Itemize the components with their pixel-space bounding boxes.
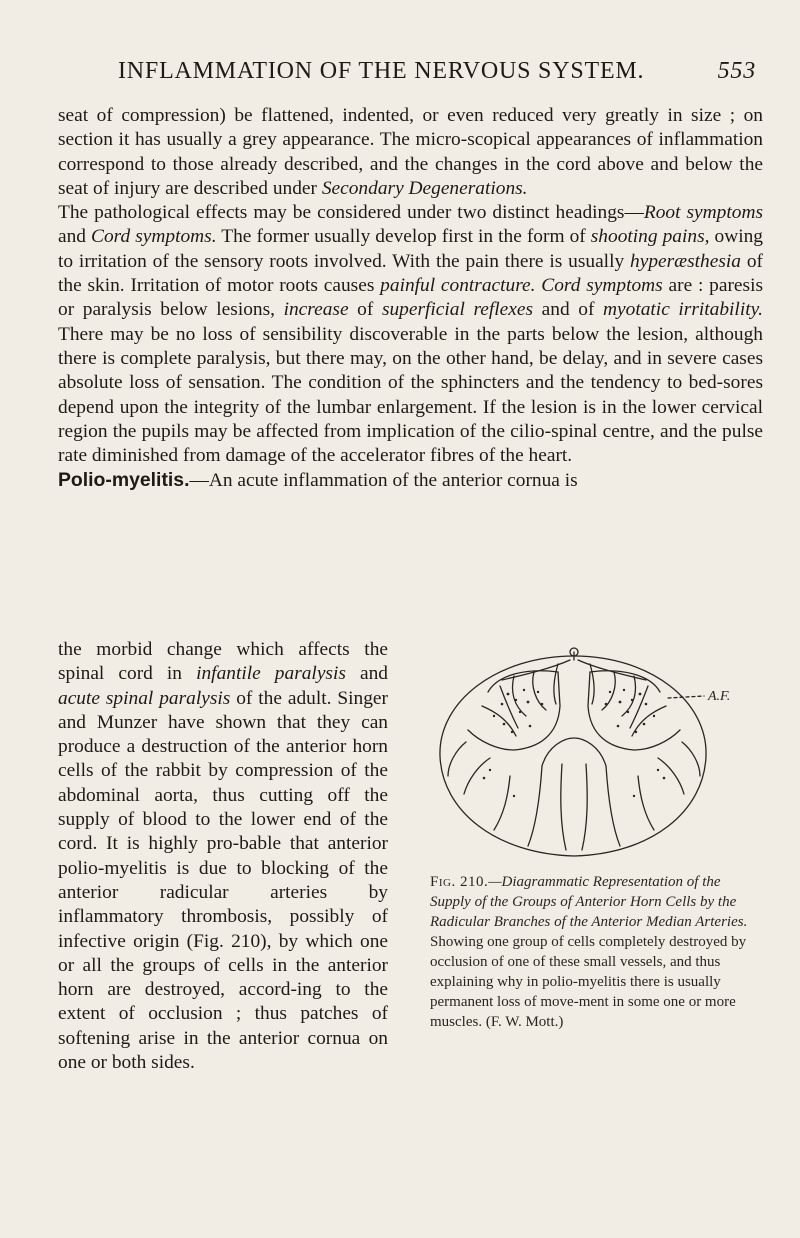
spinal-cord-diagram	[418, 646, 738, 866]
caption-body: Showing one group of cells completely destroyed by occlusion of one of these small vessels, and thus explaining why in polio-myelitis there is usually permanent loss of move-ment in some one or more muscles. (F. W. Mott.)	[430, 934, 747, 1030]
text-span: —An acute inflammation of the anterior cornua is	[189, 470, 578, 492]
polio-heading-line	[58, 468, 763, 493]
text-span-italic: Cord symptoms.	[91, 226, 217, 248]
header-title: INFLAMMATION OF THE NERVOUS SYSTEM.	[118, 58, 645, 84]
section-heading: Polio-myelitis.	[58, 469, 190, 492]
page-number: 553	[717, 58, 756, 84]
text-span: and of	[533, 299, 604, 321]
af-label: A.F.	[708, 689, 731, 704]
text-span: are : paresis or paralysis below lesions,	[58, 275, 764, 321]
text-span-italic: increase	[283, 299, 349, 321]
body-text	[58, 104, 763, 494]
text-span: of the adult. Singer and Munzer have shown that they can produce a destruction of the anterior horn cells of the rabbit by compression of the abdominal aorta, thus cutting off the supply of blood to the lower end of the cord. It is highly pro-bable that anterior polio-myelitis is due to blocking of the anterior radicular arteries by inflammatory thrombosis, possibly of infective origin (Fig. 210), by which one or all the groups of cells in the anterior horn are destroyed, accord-ing to the extent of occlusion ; thus patches of softening arise in the anterior cornua on one or both sides.	[58, 687, 388, 1074]
figure-caption	[406, 872, 762, 1032]
text-span-italic: Root symptoms	[643, 202, 763, 224]
caption-label: Fig. 210.	[430, 874, 489, 890]
text-span: The pathological effects may be considered under two distinct headings—	[58, 202, 644, 224]
text-span: There may be no loss of sensibility discoverable in the parts below the lesion, although there is complete paralysis, but there may, on the other hand, be delay, and in severe cases absolute loss of sensation. The condition of the sphincters and the tendency to bed-sores depend upon the integrity of the lumbar enlargement. If the lesion is in the lower cervical region the pupils may be affected from implication of the cilio-spinal centre, and the pulse rate diminished from damage of the accelerator fibres of the heart.	[58, 323, 763, 467]
text-span-italic: superficial reflexes	[381, 299, 534, 321]
text-span: seat of compression) be flattened, indented, or even reduced very greatly in size ; on section it has usually a grey appearance. The micro-scopical appearances of inflammation correspond to those already described, and the changes in the cord above and below the seat of injury are described under	[58, 105, 763, 199]
text-span-italic: hyperæsthesia	[630, 250, 741, 272]
text-span-italic: infantile paralysis	[196, 663, 346, 685]
text-span-italic: acute spinal paralysis	[58, 687, 231, 709]
spinal-cord-figure	[418, 646, 738, 866]
text-span-italic: shooting pains,	[590, 226, 710, 248]
text-span-italic: Cord symptoms	[541, 275, 663, 297]
text-span-italic: myotatic irritability.	[603, 299, 763, 321]
text-span: of	[348, 299, 382, 321]
text-span: owing to irritation of the sensory roots involved. With the pain there is usually	[58, 226, 763, 272]
text-span: The former usually develop first in the form of	[216, 226, 591, 248]
paragraph-1	[58, 104, 763, 201]
text-span-italic: painful contracture.	[380, 275, 536, 297]
paragraph-2	[58, 201, 763, 468]
text-span: of the skin. Irritation of motor roots causes	[58, 250, 763, 297]
text-span-italic: Secondary Degenerations.	[321, 177, 528, 199]
polio-column-text	[58, 638, 388, 1075]
text-span: and	[345, 663, 388, 685]
running-header	[118, 58, 756, 85]
caption-block	[406, 872, 762, 1032]
text-span: and	[58, 226, 92, 248]
caption-title: —Diagrammatic Representation of the Supply of the Groups of Anterior Horn Cells by the Radicular Branches of the Anterior Median Arteries.	[430, 874, 748, 930]
cord-outline	[440, 656, 706, 856]
text-span: the morbid change which affects the spinal cord in	[58, 639, 388, 685]
